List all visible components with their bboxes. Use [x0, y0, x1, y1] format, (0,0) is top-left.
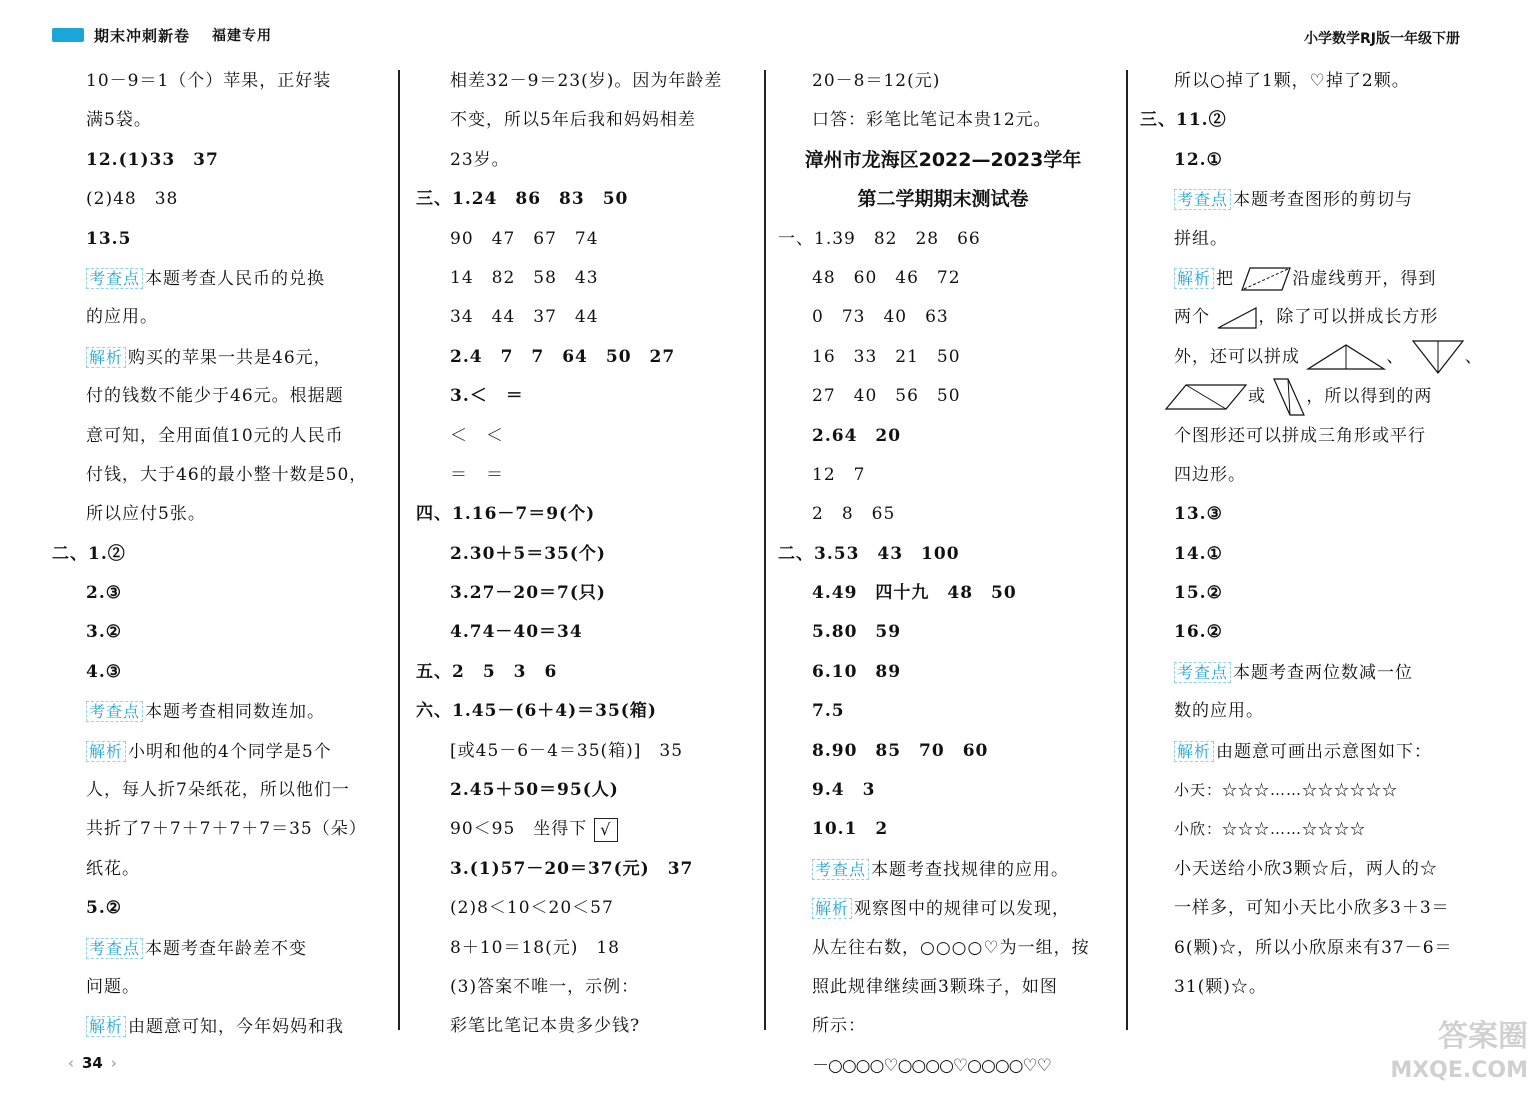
text-line: 10－9＝1（个）苹果，正好装 [86, 71, 332, 91]
text-line: 共折了7＋7＋7＋7＋7＝35（朵） [86, 819, 367, 840]
column-divider [398, 70, 400, 1030]
text-line: 14 82 58 43 [450, 267, 599, 288]
text-line: 16 33 21 50 [812, 346, 961, 367]
text-line: 8＋10＝18(元) 18 [450, 937, 620, 958]
text-line: 10.1 2 [812, 819, 889, 840]
tag-jiexi: 解析 [1174, 268, 1214, 289]
text-line: 考查点 本题考查年龄差不变 [52, 929, 382, 968]
text-line: 考查点 本题考查人民币的兑换 [52, 259, 382, 298]
text-line: [或45－6－4＝35(箱)] 35 [450, 740, 684, 761]
text-line: 解析 由题意可知，今年妈妈和我 [52, 1007, 382, 1046]
text-line: 15.② [1174, 583, 1223, 604]
text-line: 解析 购买的苹果一共是46元， [52, 338, 382, 377]
text-line: 12.(1)33 37 [86, 149, 219, 170]
text-line: 三、11.② [1140, 110, 1227, 131]
text-line: 31(颗)☆。 [1174, 976, 1267, 997]
text-line: 人，每人折7朵纸花，所以他们一 [86, 780, 350, 801]
tag-jiexi: 解析 [86, 741, 126, 762]
text-line: 六、1.45－(6＋4)＝35(箱) [416, 701, 657, 722]
text-line: 2.30＋5＝35(个) [450, 543, 606, 564]
answer-column-1 [52, 62, 382, 1047]
text-line: 12 7 [812, 464, 866, 485]
text-line: 3.27－20＝7(只) [450, 583, 606, 604]
text-line: 48 60 46 72 [812, 267, 961, 288]
text-line: 四、1.16－7＝9(个) [416, 504, 596, 525]
tag-kaochadian: 考查点 [86, 701, 143, 722]
text-line: 3.② [86, 622, 122, 643]
text-line: 付钱，大于46的最小整十数是50， [86, 464, 368, 485]
header-title: 期末冲刺新卷 [94, 26, 191, 45]
text-line: 一样多，可知小天比小欣多3＋3＝ [1174, 898, 1450, 919]
text-line: 2.③ [86, 583, 122, 604]
check-box: √ [594, 818, 618, 842]
text-line: 2 8 65 [812, 504, 896, 525]
text-line: 4.③ [86, 661, 122, 682]
tag-jiexi: 解析 [86, 1016, 126, 1037]
column-divider [764, 70, 766, 1030]
section-title: 漳州市龙海区2022—2023学年 [804, 148, 1082, 171]
tag-jiexi: 解析 [86, 347, 126, 368]
text-line: 考查点 本题考查两位数减一位 [1140, 653, 1470, 692]
column-divider [1126, 70, 1128, 1030]
text-line: 12.① [1174, 149, 1223, 170]
text-line: 6(颗)☆，所以小欣原来有37－6＝ [1174, 937, 1453, 958]
text-line: 纸花。 [86, 858, 140, 879]
answer-column-3 [778, 62, 1108, 1086]
text-line: 问题。 [86, 976, 140, 997]
text-line: 20－8＝12(元) [812, 71, 941, 91]
text-line: 14.① [1174, 543, 1223, 564]
text-line: 二、1.② [52, 543, 126, 564]
text-line: 3.＜ ＝ [450, 386, 524, 407]
text-line: 4.49 四十九 48 50 [812, 583, 1017, 604]
text-line: 7.5 [812, 701, 845, 722]
tag-kaochadian: 考查点 [1174, 189, 1231, 210]
text-line: 数的应用。 [1174, 701, 1264, 722]
text-line: (3)答案不唯一，示例： [450, 976, 640, 997]
bead-pattern: －○○○○♡○○○○♡○○○○♡♡ [812, 1055, 1051, 1076]
text-line: 拼组。 [1174, 228, 1228, 249]
text-line: 2.64 20 [812, 425, 902, 446]
answer-column-2 [416, 62, 746, 1047]
text-line: 一、1.39 82 28 66 [778, 228, 981, 249]
text-line: 3.(1)57－20＝37(元) 37 [450, 858, 694, 879]
text-line: 不变，所以5年后我和妈妈相差 [450, 110, 696, 131]
text-line: 三、1.24 86 83 50 [416, 189, 629, 210]
text-line: 照此规律继续画3颗珠子，如图 [812, 976, 1058, 997]
text-line: 相差32－9＝23(岁)。因为年龄差 [450, 71, 723, 91]
text-line: 所以○掉了1颗，♡掉了2颗。 [1174, 71, 1410, 91]
text-line: 8.90 85 70 60 [812, 740, 989, 761]
star-diagram-line: 小天：☆☆☆……☆☆☆☆☆☆ [1174, 781, 1399, 800]
text-line: 90 47 67 74 [450, 228, 599, 249]
tag-kaochadian: 考查点 [86, 268, 143, 289]
text-line: 13.5 [86, 228, 132, 249]
text-line: ＝ ＝ [450, 464, 504, 485]
parallelogram-figure [1164, 383, 1248, 411]
text-line: 个图形还可以拼成三角形或平行 [1174, 425, 1426, 446]
text-line: 外，还可以拼成 、 、 [1140, 338, 1470, 377]
text-line: 解析 小明和他的4个同学是5个 [52, 732, 382, 771]
parallelogram-figure [1272, 377, 1306, 417]
text-line: 五、2 5 3 6 [416, 661, 558, 682]
text-line: 付的钱数不能少于46元。根据题 [86, 386, 344, 407]
tag-jiexi: 解析 [1174, 741, 1214, 762]
text-line: 的应用。 [86, 307, 158, 328]
text-line: 5.80 59 [812, 622, 902, 643]
header-book-title: 小学数学RJ版一年级下册 [1304, 31, 1460, 47]
page-header [52, 24, 272, 46]
watermark: 答案圈 MXQE.COM [1390, 1019, 1528, 1083]
text-line: 考查点 本题考查找规律的应用。 [778, 850, 1108, 889]
text-line: 所以应付5张。 [86, 504, 206, 525]
header-badge [52, 28, 84, 42]
text-line: 或 ，所以得到的两 [1140, 377, 1470, 416]
tag-kaochadian: 考查点 [812, 859, 869, 880]
text-line: (2)8＜10＜20＜57 [450, 898, 614, 919]
text-line: 9.4 3 [812, 780, 876, 801]
text-line: 彩笔比笔记本贵多少钱? [450, 1016, 641, 1037]
text-line: 从左往右数，○○○○♡为一组，按 [812, 937, 1090, 958]
text-line: 满5袋。 [86, 110, 152, 131]
text-line: 0 73 40 63 [812, 307, 949, 328]
text-line: 解析 观察图中的规律可以发现， [778, 889, 1108, 928]
tag-jiexi: 解析 [812, 898, 852, 919]
text-line: 所示： [812, 1016, 866, 1037]
text-line: 34 44 37 44 [450, 307, 599, 328]
text-line: 考查点 本题考查图形的剪切与 [1140, 180, 1470, 219]
tag-kaochadian: 考查点 [1174, 662, 1231, 683]
text-line: 90＜95 坐得下 √ [416, 810, 746, 849]
text-line: 意可知，全用面值10元的人民币 [86, 425, 344, 446]
text-line: 四边形。 [1174, 464, 1246, 485]
answer-column-4 [1140, 62, 1483, 1007]
text-line: 解析 由题意可画出示意图如下： [1140, 732, 1470, 771]
text-line: 解析 把 沿虚线剪开，得到 [1140, 259, 1470, 298]
text-line: 27 40 56 50 [812, 386, 961, 407]
inverted-triangle-figure [1411, 339, 1465, 375]
text-line: 考查点 本题考查相同数连加。 [52, 692, 382, 731]
star-diagram-line: 小欣：☆☆☆……☆☆☆☆ [1174, 820, 1367, 839]
text-line: 23岁。 [450, 149, 510, 170]
section-title: 第二学期期末测试卷 [857, 188, 1029, 211]
text-line: ＜ ＜ [450, 425, 504, 446]
text-line: (2)48 38 [86, 189, 179, 210]
text-line: 小天送给小欣3颗☆后，两人的☆ [1174, 858, 1438, 879]
text-line: 4.74－40＝34 [450, 622, 583, 643]
text-line: 5.② [86, 898, 122, 919]
triangle-figure [1306, 343, 1386, 371]
text-line: 2.45＋50＝95(人) [450, 780, 619, 801]
parallelogram-figure [1240, 266, 1292, 292]
triangle-figure [1216, 306, 1258, 330]
text-line: 二、3.53 43 100 [778, 543, 960, 564]
text-line: 13.③ [1174, 504, 1223, 525]
header-subtitle: 福建专用 [212, 28, 273, 44]
text-line: 两个 ，除了可以拼成长方形 [1140, 298, 1470, 337]
text-line: 2.4 7 7 64 50 27 [450, 346, 676, 367]
text-line: 口答：彩笔比笔记本贵12元。 [812, 110, 1052, 131]
text-line: 16.② [1174, 622, 1223, 643]
tag-kaochadian: 考查点 [86, 938, 143, 959]
text-line: 6.10 89 [812, 661, 902, 682]
page-number: ‹ 34 › [68, 1054, 117, 1072]
